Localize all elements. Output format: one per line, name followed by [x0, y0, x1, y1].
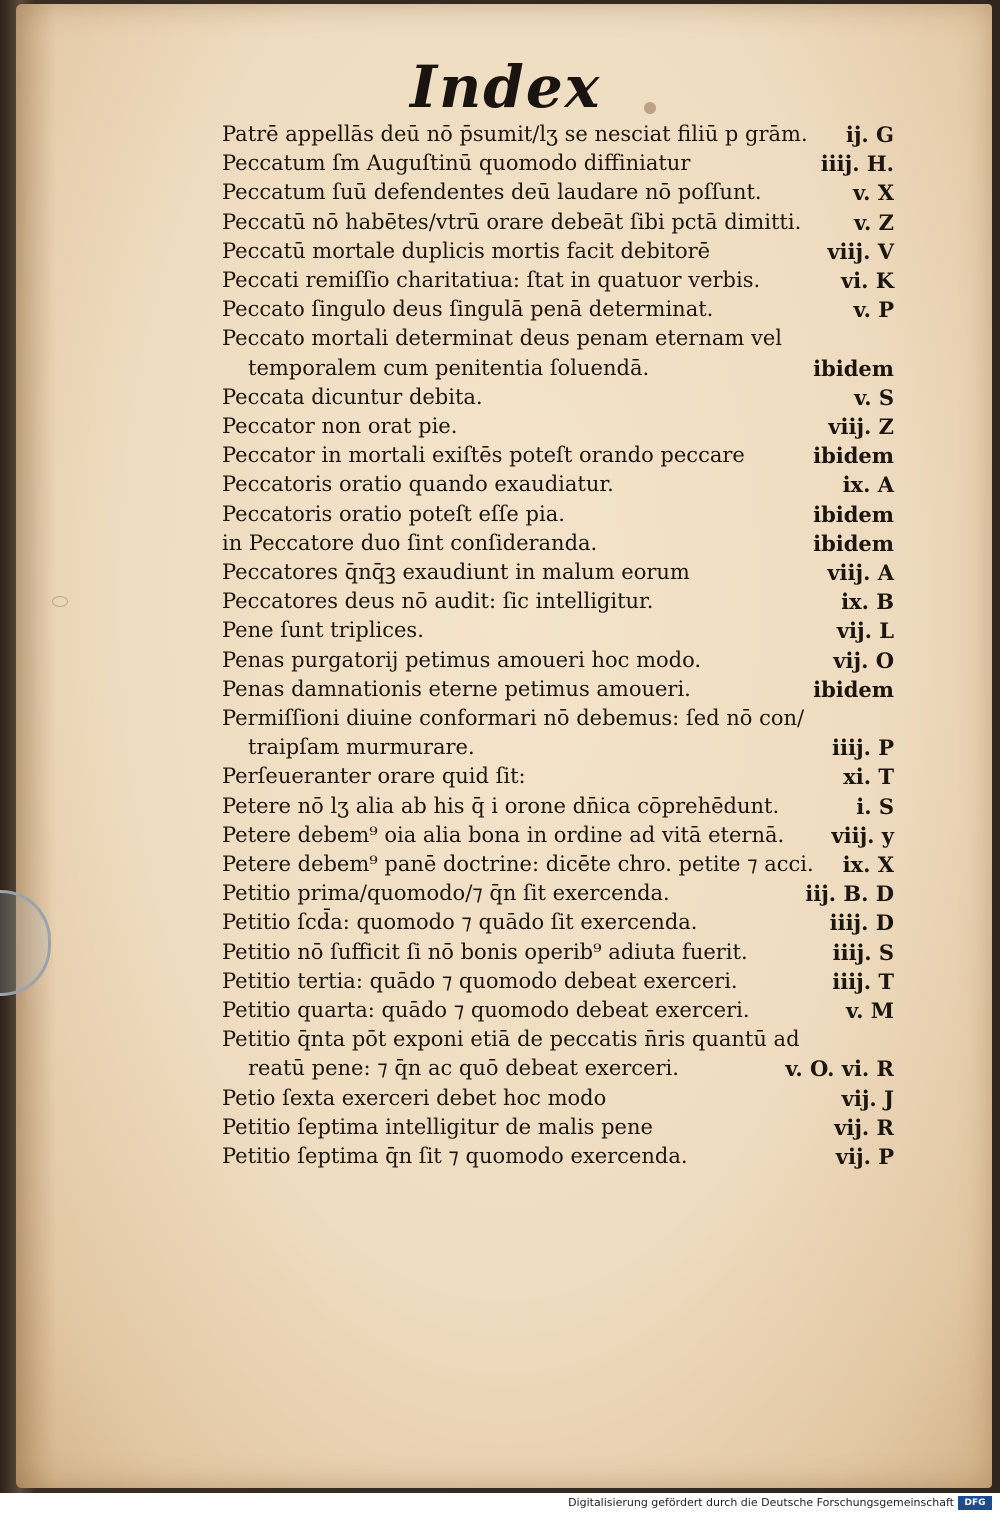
entry-text: in Peccatore duo ſint conſideranda.: [222, 530, 598, 555]
entry-reference: ibidem: [813, 676, 894, 702]
entry-text: Pene ſunt triplices.: [222, 618, 424, 643]
index-entry: [0, 558, 1000, 587]
footer-credit: Digitalisierung gefördert durch die Deutsche Forschungsgemeinschaft: [568, 1496, 954, 1509]
index-entry: [0, 850, 1000, 879]
entry-text: Peccatū nō habētes/vtrū orare debeāt ſibi pctā dimitti.: [222, 209, 802, 234]
entry-reference: ibidem: [813, 355, 894, 381]
entry-reference: v. O. vi. R: [785, 1056, 894, 1082]
index-entry: [0, 587, 1000, 616]
entry-reference: ibidem: [813, 501, 894, 527]
entry-reference: vij. P: [835, 1144, 894, 1169]
entry-reference: iiij. D: [829, 910, 894, 936]
entry-reference: ix. A: [842, 472, 894, 498]
entry-reference: iiij. P: [832, 735, 894, 761]
index-entry: [0, 704, 1000, 733]
entry-text: Penas damnationis eterne petimus amoueri.: [222, 676, 691, 701]
entry-text: Peccata dicuntur debita.: [222, 384, 483, 409]
entry-text: Peccator in mortali exiſtēs poteſt orando peccare: [222, 443, 745, 468]
entry-text: Patrē appellās deū nō p̄sumit/lʒ se nesciat filiū p grām.: [222, 122, 808, 146]
entry-reference: vij. O: [833, 647, 894, 673]
entry-reference: iiij. T: [832, 968, 894, 994]
entry-reference: viij. A: [827, 560, 894, 585]
entry-reference: viij. y: [831, 822, 894, 848]
entry-reference: ibidem: [813, 443, 894, 469]
entry-text: Peccator non orat pie.: [222, 414, 458, 438]
entry-text: Petitio ſcd̄a: quomodo ⁊ quādo ſit exercenda.: [222, 910, 698, 935]
dfg-logo-icon: DFG: [958, 1496, 992, 1510]
index-entry: [0, 616, 1000, 645]
entry-text: Petitio ſeptima q̄n ſit ⁊ quomodo exercenda.: [222, 1144, 688, 1168]
paper-wormhole: [644, 102, 656, 114]
index-entry: [0, 1142, 1000, 1171]
index-entry: [0, 208, 1000, 237]
entry-reference: v. S: [854, 384, 894, 410]
entry-text: traipſam murmurare.: [248, 735, 475, 760]
entry-text: Petitio q̄nta pōt exponi etiā de peccatis n̄ris quantū ad: [222, 1027, 800, 1052]
entry-text: Petitio nō ſufficit ſi nō bonis operib⁹ adiuta fuerit.: [222, 939, 748, 964]
index-entry: [0, 120, 1000, 149]
index-entry: [0, 354, 1000, 383]
index-entry: [0, 1084, 1000, 1113]
entry-text: Peccatum ſuū defendentes deū laudare nō poſſunt.: [222, 180, 762, 205]
index-entry: [0, 324, 1000, 353]
entry-text: Permiſſioni diuine conformari nō debemus: ſed nō con/: [222, 706, 805, 730]
entry-reference: xi. T: [843, 764, 894, 790]
entry-reference: viij. Z: [828, 414, 894, 439]
index-entry: [0, 149, 1000, 178]
entry-text: Petere debem⁹ panē doctrine: dicēte chro. petite ⁊ acci.: [222, 852, 814, 876]
entry-text: Petitio prima/quomodo/⁊ q̄n ſit exercenda.: [222, 881, 670, 906]
entry-reference: v. M: [846, 998, 894, 1023]
entry-text: Peccato mortali determinat deus penam eternam vel: [222, 326, 782, 351]
index-entry: [0, 295, 1000, 324]
entry-reference: ix. B: [841, 589, 894, 615]
index-entry: [0, 500, 1000, 529]
index-entry: [0, 383, 1000, 412]
entry-text: Petitio quarta: quādo ⁊ quomodo debeat exerceri.: [222, 998, 750, 1022]
index-entry: [0, 1054, 1000, 1083]
index-entry: [0, 178, 1000, 207]
index-entry: [0, 879, 1000, 908]
index-entry: [0, 821, 1000, 850]
entry-reference: iij. B. D: [805, 881, 894, 907]
index-entry: [0, 996, 1000, 1025]
entry-reference: vij. J: [841, 1085, 894, 1111]
entry-text: Petere nō lʒ alia ab his q̄ i orone dn̄ica cōprehēdunt.: [222, 793, 780, 818]
entry-reference: i. S: [856, 793, 894, 819]
index-entry: [0, 792, 1000, 821]
entry-text: Petitio tertia: quādo ⁊ quomodo debeat exerceri.: [222, 968, 738, 993]
entry-text: temporalem cum penitentia ſoluendā.: [248, 355, 650, 380]
entry-text: Petitio ſeptima intelligitur de malis pene: [222, 1114, 653, 1139]
entry-text: Peccatū mortale duplicis mortis facit debitorē: [222, 238, 711, 263]
entry-text: Peccati remiſſio charitatiua: ſtat in quatuor verbis.: [222, 268, 761, 292]
entry-text: Peccatum ſm Auguſtinū quomodo diffiniatur: [222, 151, 691, 176]
page-heading: Index: [410, 53, 602, 121]
entry-reference: v. X: [852, 180, 894, 206]
footer-bar: [0, 1493, 1000, 1513]
entry-text: Penas purgatorij petimus amoueri hoc modo.: [222, 647, 702, 672]
entry-text: reatū pene: ⁊ q̄n ac quō debeat exerceri.: [248, 1056, 679, 1081]
entry-reference: vij. R: [834, 1114, 894, 1140]
index-entry: [0, 938, 1000, 967]
entry-text: Peccato ſingulo deus ſingulā penā determinat.: [222, 297, 714, 322]
entry-reference: vi. K: [840, 268, 894, 293]
entry-text: Peccatoris oratio quando exaudiatur.: [222, 472, 614, 497]
entry-reference: v. P: [853, 297, 894, 323]
entry-reference: iiij. H.: [820, 151, 894, 177]
index-entry: [0, 529, 1000, 558]
index-entry: [0, 1025, 1000, 1054]
index-entry: [0, 762, 1000, 791]
index-entry: [0, 733, 1000, 762]
entry-reference: ij. G: [845, 122, 894, 147]
index-entry: [0, 1113, 1000, 1142]
index-entry: [0, 908, 1000, 937]
entry-text: Peccatoris oratio poteſt eſſe pia.: [222, 501, 565, 526]
entry-reference: v. Z: [853, 209, 894, 235]
entry-text: Petio ſexta exerceri debet hoc modo: [222, 1085, 607, 1110]
entry-reference: vij. L: [836, 618, 894, 644]
index-entry: [0, 441, 1000, 470]
index-entry: [0, 675, 1000, 704]
index-entry: [0, 967, 1000, 996]
entry-text: Perſeueranter orare quid ſit:: [222, 764, 526, 789]
index-entry: [0, 266, 1000, 295]
entry-reference: viij. V: [827, 238, 894, 264]
index-entry: [0, 412, 1000, 441]
entry-reference: ix. X: [842, 852, 894, 877]
entry-text: Peccatores q̄nq̄ꝫ exaudiunt in malum eorum: [222, 560, 690, 584]
entry-text: Petere debem⁹ oia alia bona in ordine ad vitā eternā.: [222, 822, 785, 847]
index-entry: [0, 470, 1000, 499]
index-entry: [0, 237, 1000, 266]
entry-reference: ibidem: [813, 530, 894, 556]
entry-text: Peccatores deus nō audit: ſic intelligitur.: [222, 589, 654, 614]
index-entry: [0, 646, 1000, 675]
entry-reference: iiij. S: [832, 939, 894, 965]
